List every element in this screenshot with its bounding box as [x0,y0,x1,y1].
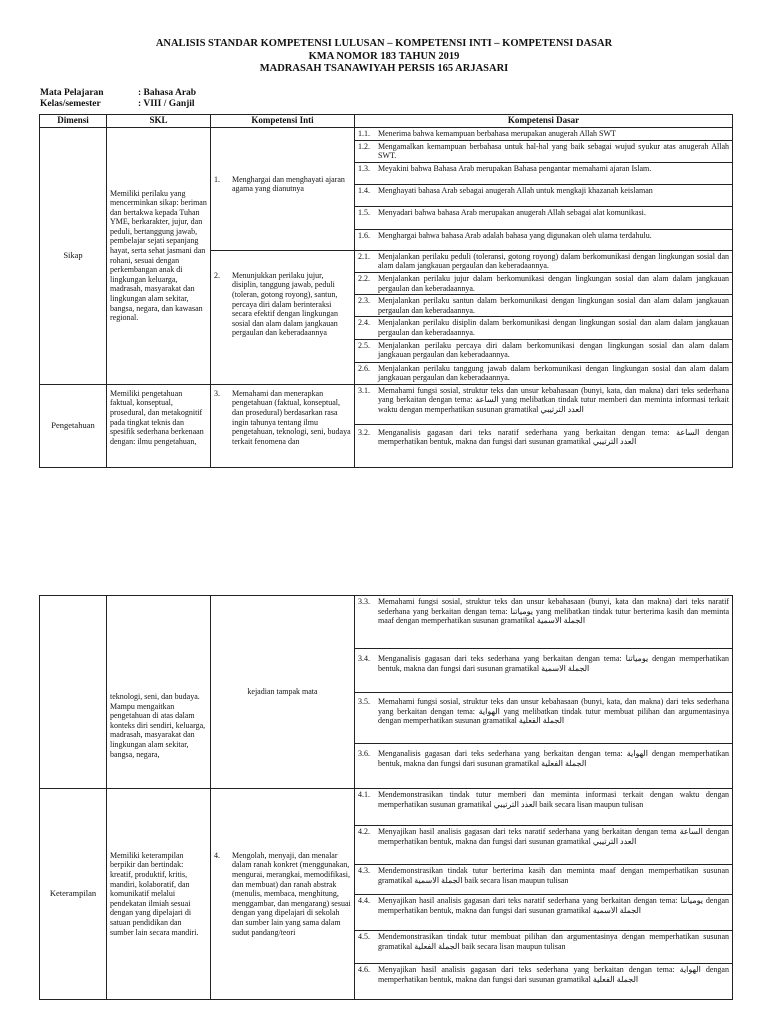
class-value: : VIII / Ganjil [138,99,195,109]
dimension-cell: Pengetahuan [40,384,107,467]
kd-number: 3.4. [358,654,370,663]
kd-cell [355,162,733,184]
kd-cell [355,339,733,362]
kd-cell [355,964,733,1000]
dimension-cell: Keterampilan [40,789,107,1000]
ki-text: Mengolah, menyaji, dan menalar dalam ranah konkret (menggunakan, mengurai, merangkai, memodifikasi, dan membuat) dan ranah abstrak (menulis, membaca, menghitung, menggambar, dan mengarang) sesuai dengan yang dipelajari di sekolah dan sumber lain yang sama dalam sudut pandang/teori [232,850,351,937]
kd-number: 4.3. [358,866,370,875]
ki-cell [211,250,355,384]
kd-cell [355,127,733,140]
table-row [40,596,733,649]
kd-number: 1.5. [358,207,370,217]
kd-number: 2.1. [358,251,370,261]
kd-number: 4.6. [358,965,370,974]
document-meta [40,88,196,110]
kd-cell [355,693,733,744]
kd-number: 3.2. [358,427,370,437]
kd-text: Mendemonstrasikan tindak tutur memberi dan meminta informasi terkait dengan waktu dengan memperhatikan susunan gramatikal العدد الترتيبي baik secara lisan maupun tulisan [378,790,729,809]
kd-number: 3.1. [358,385,370,395]
kd-cell [355,295,733,317]
kd-cell [355,362,733,384]
ki-number: 1. [214,174,220,184]
kd-cell [355,744,733,789]
ki-number: 2. [214,270,220,280]
skl-cell: teknologi, seni, dan budaya. Mampu mengaitkan pengetahuan di atas dalam konteks diri sendiri, keluarga, madrasah, masyarakat dan lingkungan alam sekitar, bangsa, negara, [107,596,211,789]
kd-cell [355,317,733,339]
skl-cell: Memiliki pengetahuan faktual, konseptual, prosedural, dan metakognitif pada tingkat teknis dan spesifik sederhana berkenaan dengan: ilmu pengetahuan, [107,384,211,467]
kd-number: 1.2. [358,141,370,151]
kd-cell [355,826,733,865]
competency-table-page2 [39,595,733,1000]
kd-cell [355,229,733,250]
kd-number: 3.5. [358,697,370,706]
column-header: SKL [107,115,211,128]
header-school: MADRASAH TSANAWIYAH PERSIS 165 ARJASARI [259,63,509,74]
kd-text: Menghargai bahwa bahasa Arab adalah bahasa yang digunakan oleh ulama terdahulu. [378,230,652,240]
kd-cell [355,184,733,206]
ki-number: 3. [214,388,220,398]
kd-number: 4.4. [358,896,370,905]
ki-cell [211,127,355,250]
document-header [0,38,768,76]
subject-label: Mata Pelajaran [40,88,104,98]
kd-cell [355,895,733,931]
kd-number: 3.6. [358,749,370,758]
kd-number: 4.2. [358,827,370,836]
kd-text: Menjalankan perilaku jujur dalam berkomunikasi dengan lingkungan sosial dan alam dalam jangkauan pergaulan dan keberadaannya. [378,273,729,293]
kd-text: Memahami fungsi sosial, struktur teks dan unsur kebahasaan (bunyi, kata, dan makna) dari teks sederhana yang berkaitan dengan tema: الهواية yang melibatkan tindak tutur membuat pilihan dan argumentasinya dengan memperhatikan susunan gramatikal الجملة الفعلية [378,697,729,726]
kd-text: Menjalankan perilaku disiplin dalam berkomunikasi dengan lingkungan sosial dan alam dalam jangkauan pergaulan dan keberadaannya. [378,318,729,337]
ki-cell [211,789,355,1000]
kd-number: 2.6. [358,363,370,373]
kd-text: Mendemonstrasikan tindak tutur berterima kasih dan meminta maaf dengan memperhatikan susunan gramatikal الجملة الاسمية baik secara lisan maupun tulisan [378,866,729,885]
header-title: ANALISIS STANDAR KOMPETENSI LULUSAN – KOMPETENSI INTI – KOMPETENSI DASAR [155,38,613,49]
kd-text: Mengamalkan kemampuan berbahasa untuk hal-hal yang baik sebagai wujud syukur atas anugerah Allah SWT. [378,141,729,161]
kd-cell [355,250,733,272]
kd-text: Menyadari bahwa bahasa Arab merupakan anugerah Allah sebagai alat komunikasi. [378,207,646,217]
kd-number: 2.3. [358,296,370,306]
table-row [40,789,733,826]
kd-text: Menganalisis gagasan dari teks sederhana yang berkaitan dengan tema: يومياتنا dengan memperhatikan bentuk, makna dan fungsi dari susunan gramatikal الجملة الاسمية [378,654,729,673]
kd-number: 1.6. [358,230,370,240]
column-header: Dimensi [40,115,107,128]
dimension-cell: Sikap [40,127,107,384]
kd-cell [355,206,733,229]
class-label: Kelas/semester [40,99,101,109]
kd-text: Menjalankan perilaku peduli (toleransi, gotong royong) dalam berkomunikasi dengan lingkungan sosial dan alam dalam jangkauan pergaulan dan keberadaannya. [378,251,729,271]
sikap-section [40,127,733,384]
kd-text: Meyakini bahwa Bahasa Arab merupakan Bahasa pengantar memahami ajaran Islam. [378,163,652,173]
header-regulation: KMA NOMOR 183 TAHUN 2019 [308,50,460,62]
kd-text: Menjalankan perilaku tanggung jawab dalam berkomunikasi dengan lingkungan sosial dan alam dalam jangkauan pergaulan dan keberadaannya. [378,363,729,383]
kd-number: 2.4. [358,318,370,328]
kd-number: 4.1. [358,790,370,799]
table-row [40,127,733,140]
ki-text: Menunjukkan perilaku jujur, disiplin, tanggung jawab, peduli (toleran, gotong royong), santun, percaya diri dalam berinteraksi secara efektif dengan lingkungan sosial dan alam dalam jangkauan pergaulan dan keberadaannya [232,270,338,338]
column-header: Kompetensi Dasar [355,115,733,128]
kd-text: Menyajikan hasil analisis gagasan dari teks naratif sederhana yang berkaitan dengan tema: يومياتنا dengan memperhatikan bentuk, makna dan fungsi dari susunan gramatikal الجملة الاسمية [378,896,729,915]
ki-cell [211,384,355,467]
kd-cell [355,596,733,649]
kd-text: Menjalankan perilaku santun dalam berkomunikasi dengan lingkungan sosial dan alam dalam jangkauan pergaulan dan keberadaannya. [378,296,729,315]
kd-text: Menyajikan hasil analisis gagasan dari teks sederhana yang berkaitan dengan tema: الهواية dengan memperhatikan bentuk, makna dan fungsi dari susunan gramatikal الجملة الفعلية [378,965,729,984]
subject-value: : Bahasa Arab [138,88,197,98]
column-header: Kompetensi Inti [211,115,355,128]
ki-cell: kejadian tampak mata [211,596,355,789]
dimension-cell-empty [40,596,107,789]
kd-text: Menganalisis gagasan dari teks sederhana yang berkaitan dengan tema: الهواية dengan memperhatikan bentuk, makna dan fungsi dari susunan gramatikal الجملة الفعلية [378,749,729,768]
kd-text: Menganalisis gagasan dari teks naratif sederhana yang berkaitan dengan tema: الساعة dengan memperhatikan bentuk, makna dan fungsi dari susunan gramatikal العدد الترتيبي [378,427,729,447]
kd-number: 3.3. [358,597,370,606]
keterampilan-section [40,789,733,1000]
kd-text: Menjalankan perilaku percaya diri dalam berkomunikasi dengan lingkungan sosial dan alam dalam jangkauan pergaulan dan keberadaannya. [378,340,729,360]
kd-number: 4.5. [358,932,370,941]
kd-cell [355,272,733,294]
kd-text: Memahami fungsi sosial, struktur teks dan unsur kebahasaan (bunyi, kata, dan makna) dari teks sederhana yang berkaitan dengan tema: الساعة yang melibatkan tindak tutur memberi dan meminta informasi terkait waktu dengan memperhatikan susunan gramatikal العدد الترتيبي [378,385,729,414]
ki-text: Menghargai dan menghayati ajaran agama yang dianutnya [232,174,345,194]
kd-text: Mendemonstrasikan tindak tutur membuat pilihan dan argumentasinya dengan memperhatikan susunan gramatikal الجملة الفعلية baik secara lisan maupun tulisan [378,932,729,951]
kd-cell [355,931,733,964]
competency-table-page1 [39,114,733,468]
pengetahuan-continued-section [40,596,733,789]
pengetahuan-section [40,384,733,467]
kd-cell [355,424,733,467]
kd-cell [355,384,733,424]
kd-text: Memahami fungsi sosial, struktur teks dan unsur kebahasaan (bunyi, kata dan makna) dari teks naratif sederhana yang berkaitan dengan tema: يومياتنا yang melibatkan tindak tutur berterima kasih dan meminta maaf dengan memperhatikan susunan gramatikal الجملة الاسمية [378,597,729,626]
table-header-row [40,115,733,128]
kd-text: Menerima bahwa kemampuan berbahasa merupakan anugerah Allah SWT [378,128,616,138]
kd-number: 1.3. [358,163,370,173]
ki-number: 4. [214,850,220,860]
kd-text: Menghayati bahasa Arab sebagai anugerah Allah untuk mengkaji khazanah keislaman [378,185,653,195]
kd-cell [355,140,733,162]
kd-number: 2.5. [358,340,370,350]
kd-cell [355,789,733,826]
kd-cell [355,649,733,693]
ki-text: Memahami dan menerapkan pengetahuan (faktual, konseptual, dan prosedural) berdasarkan rasa ingin tahunya tentang ilmu pengetahuan, teknologi, seni, budaya terkait fenomena dan [232,388,351,446]
kd-number: 1.1. [358,128,370,138]
kd-number: 1.4. [358,185,370,195]
kd-cell [355,865,733,895]
skl-cell: Memiliki perilaku yang mencerminkan sikap: beriman dan bertakwa kepada Tuhan YME, berkarakter, jujur, dan peduli, bertanggung jawab, pembelajar sejati sepanjang hayat, serta sehat jasmani dan rohani, sesuai dengan perkembangan anak di lingkungan keluarga, madrasah, masyarakat dan lingkungan alam sekitar, bangsa, negara, dan kawasan regional. [107,127,211,384]
kd-text: Menyajikan hasil analisis gagasan dari teks naratif sederhana yang berkaitan dengan tema الساعة dengan memperhatikan bentuk, makna dan fungsi dari susunan gramatikal العدد الترتيبي [378,827,729,846]
skl-cell: Memiliki keterampilan berpikir dan bertindak: kreatif, produktif, kritis, mandiri, kolaboratif, dan komunikatif melalui pendekatan ilmiah sesuai dengan yang dipelajari di satuan pendidikan dan sumber lain secara mandiri. [107,789,211,1000]
kd-number: 2.2. [358,273,370,283]
table-row [40,384,733,424]
